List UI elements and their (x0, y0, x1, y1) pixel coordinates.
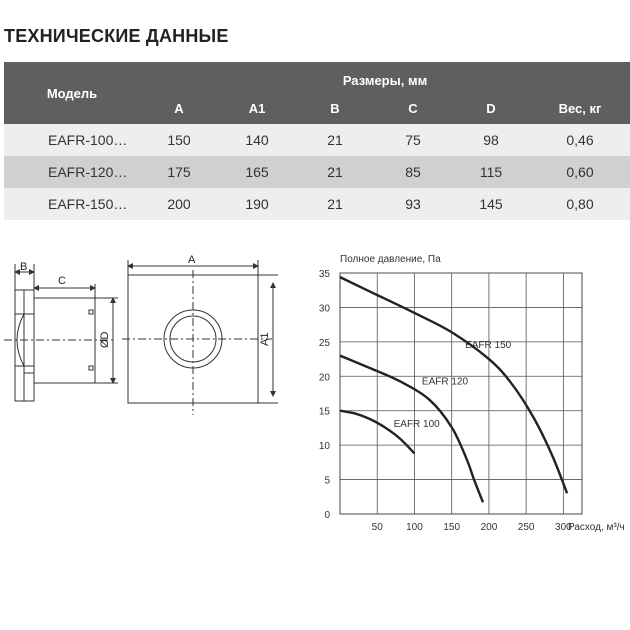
spec-table (4, 62, 630, 220)
front-view-drawing (122, 250, 282, 420)
chart-series-label: EAFR 120 (421, 376, 469, 388)
chart-xtick-label: 150 (443, 522, 461, 533)
chart-ytick-label: 5 (324, 475, 330, 487)
table-cell: 200 (140, 188, 218, 220)
table-cell: 21 (296, 188, 374, 220)
chart-series-label: EAFR 150 (465, 340, 512, 352)
column-header: D (452, 92, 530, 124)
table-cell: 165 (218, 156, 296, 188)
chart-ytick-label: 0 (324, 510, 330, 521)
chart-ylabel: Полное давление, Па (340, 254, 441, 265)
table-cell: 75 (374, 124, 452, 156)
table-header-row (4, 62, 630, 92)
table-cell: 175 (140, 156, 218, 188)
dim-label-b: B (20, 261, 28, 273)
chart-frame (340, 273, 582, 514)
chart-xtick-label: 300 (555, 522, 572, 533)
dim-label-c: C (58, 275, 66, 287)
table-cell: 21 (296, 124, 374, 156)
chart-ytick-label: 15 (318, 406, 330, 418)
table-cell: 0,80 (530, 188, 630, 220)
chart-xtick-label: 100 (406, 522, 423, 533)
table-cell-model: EAFR-120… (4, 156, 140, 188)
chart-series-label: EAFR 100 (393, 419, 440, 431)
chart-ytick-label: 25 (318, 337, 330, 349)
table-row (4, 156, 630, 188)
table-row (4, 188, 630, 220)
table-cell: 190 (218, 188, 296, 220)
table-cell: 93 (374, 188, 452, 220)
column-header: A1 (218, 92, 296, 124)
chart-xtick-label: 50 (371, 522, 383, 533)
table-cell: 0,46 (530, 124, 630, 156)
dim-label-a1: A1 (259, 332, 271, 346)
table-cell-model: EAFR-150… (4, 188, 140, 220)
pressure-flow-chart (300, 250, 630, 540)
chart-xtick-label: 250 (517, 522, 535, 533)
side-view-drawing (0, 250, 120, 420)
table-cell: 115 (452, 156, 530, 188)
dim-label-a: A (188, 254, 196, 266)
dim-label-d: ØD (99, 331, 111, 348)
dimensions-group-header: Размеры, мм (140, 62, 630, 92)
column-header: B (296, 92, 374, 124)
table-cell: 21 (296, 156, 374, 188)
table-row (4, 124, 630, 156)
table-cell: 85 (374, 156, 452, 188)
chart-ytick-label: 10 (318, 441, 330, 453)
chart-ytick-label: 30 (318, 303, 330, 315)
table-cell: 150 (140, 124, 218, 156)
table-cell: 145 (452, 188, 530, 220)
page-title: ТЕХНИЧЕСКИЕ ДАННЫЕ (4, 26, 229, 46)
column-header: A (140, 92, 218, 124)
chart-xtick-label: 200 (480, 522, 498, 533)
table-cell: 98 (452, 124, 530, 156)
column-header: C (374, 92, 452, 124)
table-cell: 0,60 (530, 156, 630, 188)
chart-ytick-label: 20 (318, 372, 330, 384)
table-cell-model: EAFR-100… (4, 124, 140, 156)
chart-ytick-label: 35 (318, 269, 330, 280)
model-column-header: Модель (4, 62, 140, 124)
chart-xlabel: Расход, м³/ч (568, 522, 625, 533)
column-header: Вес, кг (530, 92, 630, 124)
table-cell: 140 (218, 124, 296, 156)
